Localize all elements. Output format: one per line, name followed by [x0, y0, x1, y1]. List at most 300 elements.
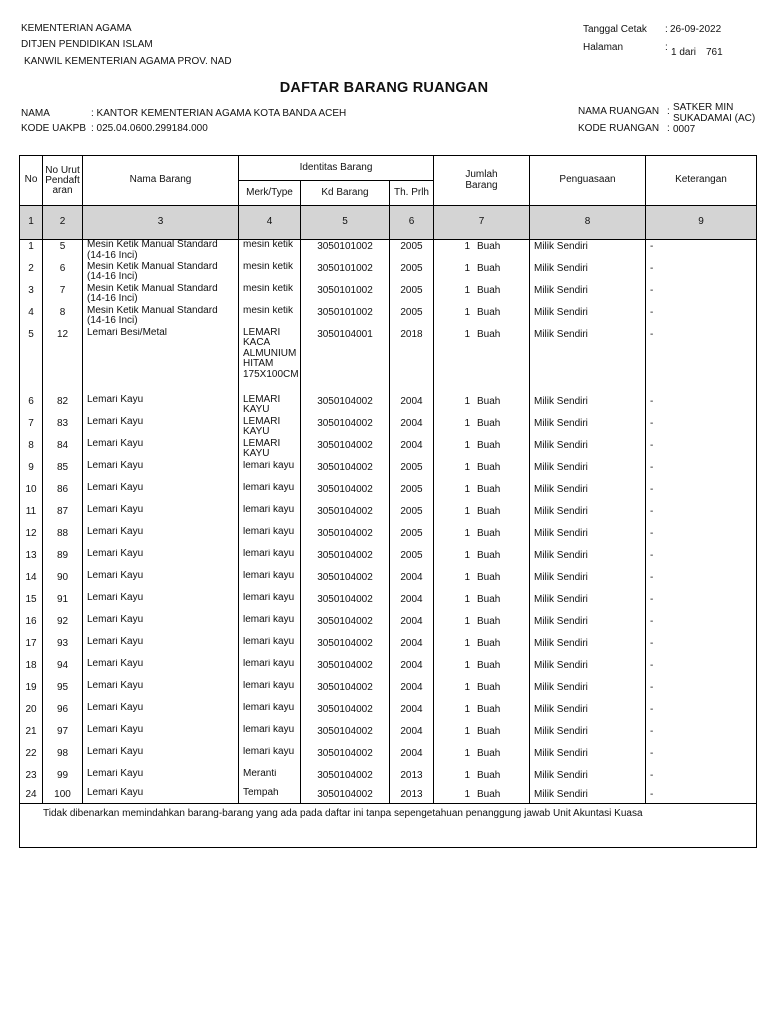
cell-no-urut: 89 [43, 549, 83, 571]
cell-no: 12 [20, 527, 43, 549]
cell-jumlah [434, 615, 530, 637]
org-line-3: KANWIL KEMENTERIAN AGAMA PROV. NAD [24, 56, 232, 67]
cell-no: 23 [20, 769, 43, 788]
cell-no: 11 [20, 505, 43, 527]
cell-jumlah [434, 461, 530, 483]
cell-jumlah-unit: Buah [477, 328, 501, 340]
cell-nama-barang: Lemari Kayu [83, 483, 239, 505]
cell-kd-barang: 3050104002 [301, 395, 390, 417]
cell-th-prlh: 2004 [390, 395, 434, 417]
cell-penguasaan: Milik Sendiri [530, 659, 646, 681]
cell-jumlah-unit: Buah [477, 505, 501, 517]
cell-jumlah-unit: Buah [477, 681, 501, 693]
table-row [20, 703, 757, 725]
cell-merk-type: lemari kayu [239, 505, 301, 527]
cell-nama-barang: Lemari Kayu [83, 615, 239, 637]
cell-no: 9 [20, 461, 43, 483]
cell-no: 20 [20, 703, 43, 725]
cell-kd-barang: 3050104002 [301, 637, 390, 659]
cell-no-urut: 82 [43, 395, 83, 417]
cell-keterangan: - [646, 527, 757, 549]
cell-no: 3 [20, 284, 43, 306]
cell-keterangan: - [646, 725, 757, 747]
cell-nama-barang: Lemari Kayu [83, 637, 239, 659]
cell-merk-type: lemari kayu [239, 747, 301, 769]
cell-merk-type: mesin ketik [239, 306, 301, 328]
cell-jumlah [434, 527, 530, 549]
cell-kd-barang: 3050104002 [301, 417, 390, 439]
cell-jumlah-unit: Buah [477, 769, 501, 781]
cell-no-urut: 87 [43, 505, 83, 527]
cell-penguasaan: Milik Sendiri [530, 637, 646, 659]
cell-jumlah-unit: Buah [477, 527, 501, 539]
cell-merk-type: LEMARI KAYU [239, 417, 301, 439]
header-merk-type: Merk/Type [239, 181, 301, 206]
table-row [20, 395, 757, 417]
cell-penguasaan: Milik Sendiri [530, 461, 646, 483]
cell-penguasaan: Milik Sendiri [530, 788, 646, 804]
cell-th-prlh: 2004 [390, 615, 434, 637]
cell-jumlah-qty: 1 [464, 659, 470, 671]
cell-th-prlh: 2004 [390, 703, 434, 725]
cell-penguasaan: Milik Sendiri [530, 328, 646, 395]
cell-jumlah-qty: 1 [464, 328, 470, 340]
cell-no: 4 [20, 306, 43, 328]
cell-nama-barang: Lemari Kayu [83, 703, 239, 725]
table-row [20, 637, 757, 659]
cell-merk-type: mesin ketik [239, 240, 301, 262]
org-line-1: KEMENTERIAN AGAMA [21, 23, 132, 34]
cell-merk-type: Meranti [239, 769, 301, 788]
cell-penguasaan: Milik Sendiri [530, 417, 646, 439]
cell-jumlah-qty: 1 [464, 637, 470, 649]
cell-no-urut: 5 [43, 240, 83, 262]
cell-th-prlh: 2005 [390, 240, 434, 262]
cell-kd-barang: 3050101002 [301, 262, 390, 284]
cell-no-urut: 6 [43, 262, 83, 284]
cell-th-prlh: 2004 [390, 747, 434, 769]
table-row [20, 306, 757, 328]
cell-kd-barang: 3050104002 [301, 725, 390, 747]
cell-jumlah [434, 593, 530, 615]
cell-no: 10 [20, 483, 43, 505]
cell-nama-barang: Lemari Kayu [83, 747, 239, 769]
cell-no: 17 [20, 637, 43, 659]
cell-jumlah-qty: 1 [464, 681, 470, 693]
column-number: 6 [390, 206, 434, 240]
cell-keterangan: - [646, 593, 757, 615]
halaman-total: 761 [706, 47, 723, 58]
cell-merk-type: Tempah [239, 788, 301, 804]
header-keterangan: Keterangan [646, 156, 757, 206]
cell-keterangan: - [646, 483, 757, 505]
cell-th-prlh: 2005 [390, 527, 434, 549]
cell-no: 21 [20, 725, 43, 747]
table-row [20, 461, 757, 483]
cell-nama-barang: Lemari Kayu [83, 527, 239, 549]
cell-nama-barang: Lemari Kayu [83, 659, 239, 681]
cell-jumlah-qty: 1 [464, 788, 470, 800]
cell-jumlah-qty: 1 [464, 725, 470, 737]
cell-keterangan: - [646, 417, 757, 439]
cell-jumlah-unit: Buah [477, 637, 501, 649]
cell-th-prlh: 2013 [390, 769, 434, 788]
cell-no: 5 [20, 328, 43, 395]
cell-keterangan: - [646, 747, 757, 769]
cell-no-urut: 93 [43, 637, 83, 659]
cell-jumlah-unit: Buah [477, 703, 501, 715]
cell-th-prlh: 2004 [390, 681, 434, 703]
cell-keterangan: - [646, 461, 757, 483]
column-number: 2 [43, 206, 83, 240]
cell-th-prlh: 2005 [390, 461, 434, 483]
cell-nama-barang: Lemari Kayu [83, 681, 239, 703]
cell-penguasaan: Milik Sendiri [530, 725, 646, 747]
cell-no: 22 [20, 747, 43, 769]
cell-penguasaan: Milik Sendiri [530, 306, 646, 328]
cell-jumlah [434, 262, 530, 284]
cell-jumlah [434, 637, 530, 659]
cell-jumlah [434, 439, 530, 461]
cell-no: 6 [20, 395, 43, 417]
column-number: 7 [434, 206, 530, 240]
cell-keterangan: - [646, 637, 757, 659]
cell-no-urut: 86 [43, 483, 83, 505]
cell-jumlah-qty: 1 [464, 306, 470, 318]
nama-ruangan-colon: : [667, 106, 670, 117]
cell-no-urut: 83 [43, 417, 83, 439]
cell-keterangan: - [646, 505, 757, 527]
table-row [20, 549, 757, 571]
cell-jumlah-unit: Buah [477, 549, 501, 561]
cell-th-prlh: 2004 [390, 725, 434, 747]
table-row [20, 417, 757, 439]
nama-ruangan-label: NAMA RUANGAN [578, 106, 660, 117]
cell-no-urut: 8 [43, 306, 83, 328]
table-row [20, 262, 757, 284]
tanggal-cetak-label: Tanggal Cetak [583, 24, 647, 35]
cell-penguasaan: Milik Sendiri [530, 615, 646, 637]
table-row [20, 284, 757, 306]
cell-jumlah-qty: 1 [464, 284, 470, 296]
cell-no: 7 [20, 417, 43, 439]
cell-no-urut: 91 [43, 593, 83, 615]
cell-keterangan: - [646, 439, 757, 461]
cell-keterangan: - [646, 395, 757, 417]
cell-merk-type: lemari kayu [239, 593, 301, 615]
cell-kd-barang: 3050101002 [301, 284, 390, 306]
cell-penguasaan: Milik Sendiri [530, 593, 646, 615]
cell-kd-barang: 3050104002 [301, 703, 390, 725]
cell-merk-type: mesin ketik [239, 262, 301, 284]
cell-merk-type: lemari kayu [239, 615, 301, 637]
cell-jumlah-unit: Buah [477, 747, 501, 759]
cell-jumlah-qty: 1 [464, 483, 470, 495]
cell-th-prlh: 2013 [390, 788, 434, 804]
column-number: 4 [239, 206, 301, 240]
cell-keterangan: - [646, 615, 757, 637]
cell-no: 18 [20, 659, 43, 681]
cell-jumlah-qty: 1 [464, 703, 470, 715]
cell-jumlah-qty: 1 [464, 615, 470, 627]
halaman-value: 1 dari [671, 47, 697, 58]
tanggal-cetak-colon: : [665, 24, 668, 35]
halaman-label: Halaman [583, 42, 624, 53]
cell-merk-type: lemari kayu [239, 659, 301, 681]
cell-th-prlh: 2005 [390, 306, 434, 328]
nama-value: : KANTOR KEMENTERIAN AGAMA KOTA BANDA ACEH [91, 108, 347, 119]
cell-jumlah-qty: 1 [464, 417, 470, 429]
cell-jumlah-unit: Buah [477, 241, 501, 252]
table-row [20, 725, 757, 747]
cell-jumlah-qty: 1 [464, 439, 470, 451]
cell-no: 19 [20, 681, 43, 703]
cell-jumlah [434, 240, 530, 262]
table-row [20, 769, 757, 788]
cell-jumlah-unit: Buah [477, 659, 501, 671]
table-row [20, 505, 757, 527]
cell-no-urut: 96 [43, 703, 83, 725]
cell-jumlah-qty: 1 [464, 527, 470, 539]
cell-no-urut: 99 [43, 769, 83, 788]
cell-jumlah-qty: 1 [464, 241, 470, 252]
cell-jumlah-qty: 1 [464, 505, 470, 517]
cell-nama-barang: Lemari Kayu [83, 417, 239, 439]
cell-jumlah-unit: Buah [477, 284, 501, 296]
cell-jumlah [434, 769, 530, 788]
cell-no: 2 [20, 262, 43, 284]
column-number: 5 [301, 206, 390, 240]
table-row [20, 593, 757, 615]
cell-jumlah-qty: 1 [464, 549, 470, 561]
cell-penguasaan: Milik Sendiri [530, 549, 646, 571]
cell-kd-barang: 3050104001 [301, 328, 390, 395]
cell-no-urut: 7 [43, 284, 83, 306]
cell-keterangan: - [646, 571, 757, 593]
cell-penguasaan: Milik Sendiri [530, 284, 646, 306]
cell-jumlah-qty: 1 [464, 461, 470, 473]
table-body [20, 240, 757, 804]
cell-th-prlh: 2018 [390, 328, 434, 395]
cell-jumlah [434, 328, 530, 395]
column-number: 8 [530, 206, 646, 240]
cell-nama-barang: Lemari Kayu [83, 549, 239, 571]
cell-th-prlh: 2004 [390, 417, 434, 439]
cell-penguasaan: Milik Sendiri [530, 527, 646, 549]
cell-jumlah [434, 284, 530, 306]
cell-no-urut: 94 [43, 659, 83, 681]
cell-kd-barang: 3050104002 [301, 527, 390, 549]
header-no-urut: No Urut Pendaft aran [43, 156, 83, 206]
cell-nama-barang: Mesin Ketik Manual Standard (14-16 Inci) [83, 240, 239, 262]
cell-penguasaan: Milik Sendiri [530, 439, 646, 461]
cell-jumlah [434, 747, 530, 769]
cell-jumlah-qty: 1 [464, 593, 470, 605]
cell-kd-barang: 3050104002 [301, 593, 390, 615]
cell-jumlah-unit: Buah [477, 615, 501, 627]
kode-uakpb-label: KODE UAKPB [21, 123, 87, 134]
cell-kd-barang: 3050104002 [301, 769, 390, 788]
cell-jumlah [434, 725, 530, 747]
cell-kd-barang: 3050104002 [301, 681, 390, 703]
cell-penguasaan: Milik Sendiri [530, 681, 646, 703]
cell-jumlah-unit: Buah [477, 593, 501, 605]
header-jumlah-barang: Jumlah Barang [434, 156, 530, 206]
kode-uakpb-value: : 025.04.0600.299184.000 [91, 123, 208, 134]
cell-th-prlh: 2004 [390, 439, 434, 461]
cell-penguasaan: Milik Sendiri [530, 240, 646, 262]
tanggal-cetak-value: 26-09-2022 [670, 24, 722, 35]
cell-no-urut: 88 [43, 527, 83, 549]
cell-merk-type: lemari kayu [239, 703, 301, 725]
cell-merk-type: lemari kayu [239, 527, 301, 549]
cell-no-urut: 98 [43, 747, 83, 769]
kode-ruangan-label: KODE RUANGAN [578, 123, 660, 134]
cell-no-urut: 95 [43, 681, 83, 703]
cell-merk-type: lemari kayu [239, 461, 301, 483]
cell-penguasaan: Milik Sendiri [530, 769, 646, 788]
cell-no-urut: 84 [43, 439, 83, 461]
cell-penguasaan: Milik Sendiri [530, 703, 646, 725]
cell-jumlah-qty: 1 [464, 262, 470, 274]
cell-merk-type: lemari kayu [239, 681, 301, 703]
inventory-table [19, 155, 757, 848]
table-row [20, 681, 757, 703]
cell-keterangan: - [646, 681, 757, 703]
header-penguasaan: Penguasaan [530, 156, 646, 206]
cell-kd-barang: 3050104002 [301, 483, 390, 505]
cell-kd-barang: 3050104002 [301, 747, 390, 769]
cell-jumlah [434, 659, 530, 681]
cell-jumlah-unit: Buah [477, 483, 501, 495]
cell-kd-barang: 3050104002 [301, 659, 390, 681]
page-title: DAFTAR BARANG RUANGAN [279, 80, 489, 96]
cell-merk-type: lemari kayu [239, 637, 301, 659]
cell-jumlah-unit: Buah [477, 461, 501, 473]
cell-no-urut: 90 [43, 571, 83, 593]
cell-keterangan: - [646, 284, 757, 306]
cell-jumlah-unit: Buah [477, 306, 501, 318]
cell-keterangan: - [646, 306, 757, 328]
header-nama-barang: Nama Barang [83, 156, 239, 206]
cell-th-prlh: 2004 [390, 659, 434, 681]
table-row [20, 747, 757, 769]
cell-jumlah-qty: 1 [464, 395, 470, 407]
cell-jumlah-unit: Buah [477, 571, 501, 583]
table-row [20, 527, 757, 549]
cell-jumlah-qty: 1 [464, 571, 470, 583]
cell-kd-barang: 3050104002 [301, 549, 390, 571]
cell-merk-type: LEMARI KAYU [239, 395, 301, 417]
table-row [20, 615, 757, 637]
cell-keterangan: - [646, 659, 757, 681]
cell-jumlah [434, 681, 530, 703]
cell-jumlah [434, 788, 530, 804]
cell-merk-type: LEMARI KACA ALMUNIUM HITAM 175X100CM [239, 328, 301, 395]
header-th-prlh: Th. Prlh [390, 181, 434, 206]
cell-merk-type: LEMARI KAYU [239, 439, 301, 461]
cell-kd-barang: 3050104002 [301, 615, 390, 637]
cell-nama-barang: Lemari Kayu [83, 461, 239, 483]
cell-keterangan: - [646, 769, 757, 788]
cell-merk-type: lemari kayu [239, 483, 301, 505]
cell-nama-barang: Mesin Ketik Manual Standard (14-16 Inci) [83, 306, 239, 328]
cell-nama-barang: Mesin Ketik Manual Standard (14-16 Inci) [83, 284, 239, 306]
cell-no: 8 [20, 439, 43, 461]
cell-jumlah-unit: Buah [477, 417, 501, 429]
cell-th-prlh: 2004 [390, 593, 434, 615]
halaman-colon: : [665, 42, 668, 53]
header-no: No [20, 156, 43, 206]
cell-merk-type: lemari kayu [239, 725, 301, 747]
cell-nama-barang: Lemari Kayu [83, 769, 239, 788]
cell-jumlah-unit: Buah [477, 788, 501, 800]
cell-jumlah [434, 306, 530, 328]
table-row [20, 571, 757, 593]
cell-jumlah [434, 571, 530, 593]
header-identitas-barang: Identitas Barang [239, 156, 434, 181]
cell-jumlah-qty: 1 [464, 769, 470, 781]
cell-no: 16 [20, 615, 43, 637]
cell-kd-barang: 3050104002 [301, 439, 390, 461]
cell-no: 1 [20, 240, 43, 262]
cell-penguasaan: Milik Sendiri [530, 505, 646, 527]
cell-kd-barang: 3050104002 [301, 571, 390, 593]
table-row [20, 240, 757, 262]
cell-keterangan: - [646, 549, 757, 571]
table-row [20, 788, 757, 804]
cell-jumlah-unit: Buah [477, 725, 501, 737]
table-row [20, 483, 757, 505]
cell-kd-barang: 3050104002 [301, 461, 390, 483]
cell-jumlah-unit: Buah [477, 262, 501, 274]
cell-nama-barang: Mesin Ketik Manual Standard (14-16 Inci) [83, 262, 239, 284]
nama-label: NAMA [21, 108, 50, 119]
cell-jumlah [434, 703, 530, 725]
cell-jumlah-qty: 1 [464, 747, 470, 759]
cell-penguasaan: Milik Sendiri [530, 747, 646, 769]
cell-th-prlh: 2005 [390, 483, 434, 505]
cell-th-prlh: 2005 [390, 284, 434, 306]
cell-nama-barang: Lemari Kayu [83, 395, 239, 417]
cell-merk-type: lemari kayu [239, 549, 301, 571]
cell-jumlah [434, 483, 530, 505]
cell-merk-type: mesin ketik [239, 284, 301, 306]
org-line-2: DITJEN PENDIDIKAN ISLAM [21, 39, 153, 50]
cell-nama-barang: Lemari Kayu [83, 571, 239, 593]
cell-keterangan: - [646, 240, 757, 262]
cell-jumlah [434, 395, 530, 417]
kode-ruangan-colon: : [667, 123, 670, 134]
cell-kd-barang: 3050104002 [301, 505, 390, 527]
cell-keterangan: - [646, 703, 757, 725]
cell-keterangan: - [646, 328, 757, 395]
cell-nama-barang: Lemari Kayu [83, 725, 239, 747]
cell-kd-barang: 3050104002 [301, 788, 390, 804]
cell-th-prlh: 2005 [390, 549, 434, 571]
table-row [20, 328, 757, 395]
cell-nama-barang: Lemari Kayu [83, 439, 239, 461]
table-row [20, 439, 757, 461]
kode-ruangan-value: 0007 [673, 124, 696, 135]
cell-penguasaan: Milik Sendiri [530, 483, 646, 505]
cell-nama-barang: Lemari Kayu [83, 505, 239, 527]
cell-no-urut: 97 [43, 725, 83, 747]
cell-no-urut: 100 [43, 788, 83, 804]
cell-penguasaan: Milik Sendiri [530, 262, 646, 284]
column-number: 9 [646, 206, 757, 240]
cell-nama-barang: Lemari Besi/Metal [83, 328, 239, 395]
